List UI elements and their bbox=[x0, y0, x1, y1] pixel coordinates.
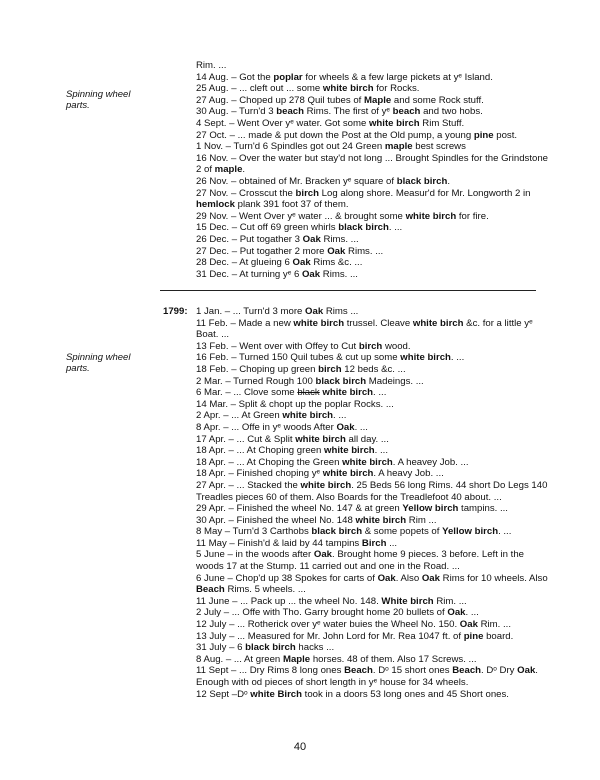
journal-entry: 18 Apr. – ... At Choping green white birch. ... bbox=[196, 445, 388, 457]
journal-entry: 13 July – ... Measured for Mr. John Lord for Mr. Rea 1047 ft. of pine board. bbox=[196, 630, 514, 642]
journal-entry: 4 Sept. – Went Over yᵉ water. Got some white birch Rim Stuff. bbox=[196, 117, 465, 129]
journal-entry: 27 Dec. – Put togather 2 more Oak Rims. ... bbox=[196, 245, 384, 257]
journal-entry: 18 Feb. – Choping up green birch 12 beds &c. ... bbox=[196, 363, 406, 375]
journal-entry: 8 May – Turn'd 3 Carthobs black birch & some popets of Yellow birch. ... bbox=[196, 526, 512, 538]
journal-entry: 2 Apr. – ... At Green white birch. ... bbox=[196, 410, 347, 422]
journal-entry: 2 July – ... Offe with Tho. Garry brought home 20 bullets of Oak. ... bbox=[196, 607, 479, 619]
journal-entry: 15 Dec. – Cut off 69 green whirls black birch. ... bbox=[196, 222, 403, 234]
page-number: 40 bbox=[293, 741, 307, 753]
journal-entry: 27 Apr. – ... Stacked the white birch. 25 Beds 56 long Rims. 44 short Do Legs 140 Treadles pieces 60 of them. Also Boards for the Treadlefoot 40 about. ... bbox=[196, 479, 548, 503]
section-divider bbox=[160, 290, 536, 291]
journal-entry: 29 Nov. – Went Over yᵉ water ... & brought some white birch for fire. bbox=[196, 210, 489, 222]
journal-entry: 11 Feb. – Made a new white birch trussel. Cleave white birch &c. for a little yᵉ Boat. ... bbox=[196, 317, 533, 341]
year-label: 1799: bbox=[163, 306, 188, 317]
journal-entry: 30 Aug. – Turn'd 3 beach Rims. The first of yᵉ beach and two hobs. bbox=[196, 106, 483, 118]
journal-entry: 16 Nov. – Over the water but stay'd not long ... Brought Spindles for the Grindstone 2 of maple. bbox=[196, 152, 549, 176]
journal-entry: 25 Aug. – ... cleft out ... some white birch for Rocks. bbox=[196, 83, 420, 95]
journal-entry: 1 Nov. – Turn'd 6 Spindles got out 24 Green maple best screws bbox=[196, 141, 466, 153]
journal-entry: 27 Nov. – Crosscut the birch Log along shore. Measur'd for Mr. Longworth 2 in hemlock plank 391 foot 37 of them. bbox=[196, 187, 531, 211]
journal-entry: 18 Apr. – ... At Choping the Green white birch. A heavey Job. ... bbox=[196, 456, 469, 468]
journal-entry: 27 Oct. – ... made & put down the Post at the Old pump, a young pine post. bbox=[196, 129, 518, 141]
journal-entry: 2 Mar. – Turned Rough 100 black birch Madeings. ... bbox=[196, 375, 424, 387]
journal-entry: 1 Jan. – ... Turn'd 3 more Oak Rims ... bbox=[196, 306, 359, 317]
journal-entry: 18 Apr. – Finished choping yᵉ white birch. A heavy Job. ... bbox=[196, 468, 444, 480]
journal-entry: 16 Feb. – Turned 150 Quil tubes & cut up some white birch. ... bbox=[196, 352, 465, 364]
journal-entry: 5 June – in the woods after Oak. Brought home 9 pieces. 3 before. Left in the woods 17 at the Stump. 11 carried out and one in the Road. ... bbox=[196, 549, 525, 573]
journal-entry: 26 Dec. – Put togather 3 Oak Rims. ... bbox=[196, 233, 359, 245]
journal-entry: 26 Nov. – obtained of Mr. Bracken yᵉ square of black birch. bbox=[196, 175, 451, 187]
journal-entry: 31 Dec. – At turning yᵉ 6 Oak Rims. ... bbox=[196, 268, 358, 280]
journal-entries-1798 bbox=[196, 60, 552, 280]
journal-entry: 6 Mar. – ... Clove some black white birch. ... bbox=[196, 387, 387, 399]
journal-entries-1799 bbox=[196, 306, 552, 700]
journal-entry: 29 Apr. – Finished the wheel No. 147 & at green Yellow birch tampins. ... bbox=[196, 503, 508, 515]
journal-entry: 13 Feb. – Went over with Offey to Cut birch wood. bbox=[196, 340, 411, 352]
journal-entry: 6 June – Chop'd up 38 Spokes for carts of Oak. Also Oak Rims for 10 wheels. Also Beach Rims. 5 wheels. ... bbox=[196, 572, 548, 596]
journal-entry: 14 Mar. – Split & chopt up the poplar Rocks. ... bbox=[196, 398, 394, 410]
journal-entry: 31 July – 6 black birch hacks ... bbox=[196, 642, 335, 654]
journal-entry: 11 May – Finish'd & laid by 44 tampins Birch ... bbox=[196, 537, 398, 549]
journal-entry: 11 Sept – ... Dry Rims 8 long ones Beach. Dᵒ 15 short ones Beach. Dᵒ Dry Oak. Enough with od pieces of short length in yᵉ house for 34 wheels. bbox=[196, 665, 538, 688]
journal-entry: 8 Aug. – ... At green Maple horses. 48 of them. Also 17 Screws. ... bbox=[196, 653, 477, 665]
journal-entry: 28 Dec. – At glueing 6 Oak Rims &c. ... bbox=[196, 257, 363, 269]
journal-entry: 30 Apr. – Finished the wheel No. 148 white birch Rim ... bbox=[196, 514, 437, 526]
margin-note: Spinning wheel parts. bbox=[66, 352, 131, 374]
margin-note: Spinning wheel parts. bbox=[66, 89, 131, 111]
journal-entry: 14 Aug. – Got the poplar for wheels & a few large pickets at yᵉ Island. bbox=[196, 71, 493, 83]
journal-entry: 8 Apr. – ... Offe in yᵉ woods After Oak. ... bbox=[196, 421, 368, 433]
journal-entry: 17 Apr. – ... Cut & Split white birch all day. ... bbox=[196, 433, 389, 445]
journal-entry: 11 June – ... Pack up ... the wheel No. 148. White birch Rim. ... bbox=[196, 595, 467, 607]
journal-entry: 12 July – ... Rotherick over yᵉ water buies the Wheel No. 150. Oak Rim. ... bbox=[196, 619, 511, 631]
journal-entry: 27 Aug. – Choped up 278 Quil tubes of Maple and some Rock stuff. bbox=[196, 94, 484, 106]
journal-entry: Rim. ... bbox=[196, 60, 227, 71]
journal-entry: 12 Sept –Dᵒ white Birch took in a doors 53 long ones and 45 Short ones. bbox=[196, 688, 509, 700]
